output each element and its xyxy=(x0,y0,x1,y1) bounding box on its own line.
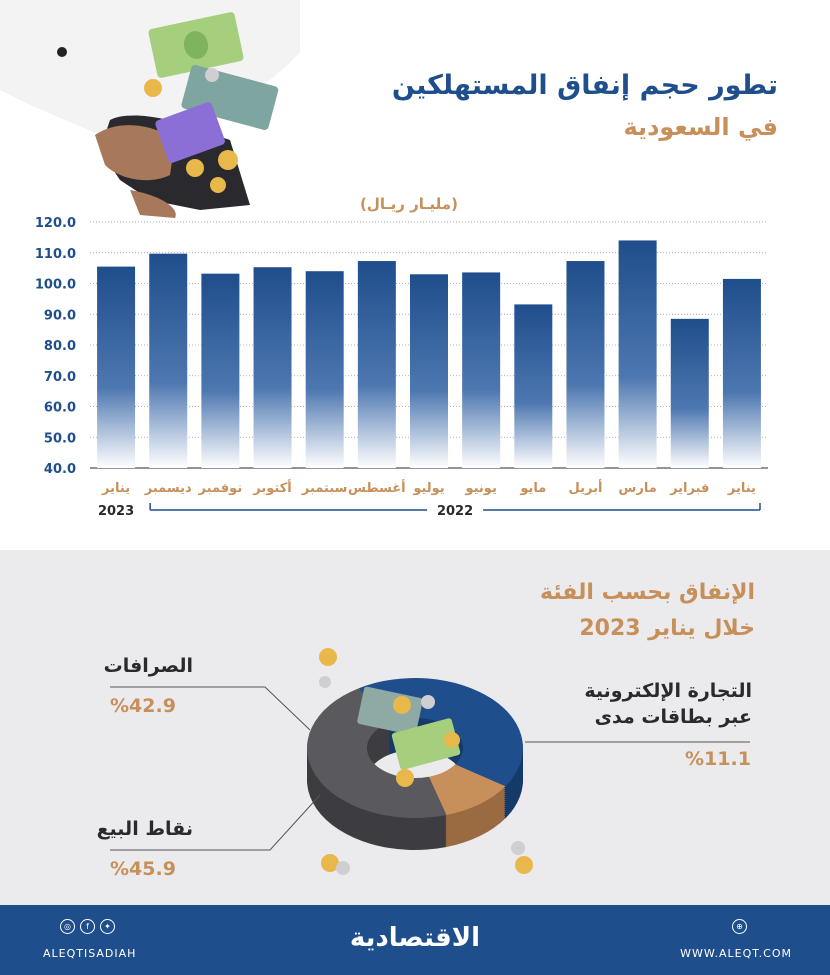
x-tick-label: أغسطس xyxy=(348,481,406,496)
x-tick-label: أكتوبر xyxy=(253,481,292,496)
bar xyxy=(566,261,604,468)
bar xyxy=(254,267,292,468)
twitter-icon[interactable]: ✦ xyxy=(100,919,115,934)
bar xyxy=(306,271,344,468)
y-tick-label: 90.0 xyxy=(43,308,76,324)
bar xyxy=(201,274,239,468)
instagram-icon[interactable]: ◎ xyxy=(60,919,75,934)
bar xyxy=(358,261,396,468)
footer-logo: الاقتصادية xyxy=(349,923,481,953)
coin-illustration xyxy=(319,648,337,666)
atm-label: الصرافات xyxy=(103,655,193,677)
year-label: 2022 xyxy=(436,504,474,519)
pos-label: نقاط البيع xyxy=(96,818,193,840)
bar xyxy=(619,240,657,468)
coin-illustration xyxy=(336,861,350,875)
coin-illustration xyxy=(444,732,460,748)
x-tick-label: سبتمبر xyxy=(301,481,348,496)
coin-illustration xyxy=(515,856,533,874)
x-tick-label: أبريل xyxy=(568,481,603,496)
bar xyxy=(462,272,500,468)
y-tick-label: 60.0 xyxy=(43,400,76,416)
page-subtitle: في السعودية xyxy=(623,113,778,141)
ecom-label-line1: التجارة الإلكترونية xyxy=(584,680,752,702)
x-tick-label: يناير xyxy=(727,481,756,496)
coin-illustration xyxy=(511,841,525,855)
y-tick-label: 70.0 xyxy=(43,369,76,385)
coin-illustration xyxy=(319,676,331,688)
facebook-icon[interactable]: f xyxy=(80,919,95,934)
atm-value: %42.9 xyxy=(110,695,176,717)
x-tick-label: مايو xyxy=(520,481,547,496)
ecom-label-line2: عبر بطاقات مدى xyxy=(594,706,752,728)
bar xyxy=(514,304,552,468)
x-tick-label: مارس xyxy=(618,481,657,496)
coin-illustration xyxy=(421,695,435,709)
year-label: 2023 xyxy=(97,504,135,519)
category-title-line1: الإنفاق بحسب الفئة xyxy=(539,580,755,605)
y-tick-label: 100.0 xyxy=(34,277,76,293)
bar xyxy=(671,319,709,468)
x-tick-label: نوفمبر xyxy=(198,481,243,496)
bar xyxy=(149,254,187,468)
x-tick-label: يناير xyxy=(102,481,131,496)
chart-unit-label: (مليـار ريـال) xyxy=(360,195,458,213)
pos-value: %45.9 xyxy=(110,858,176,880)
y-tick-label: 80.0 xyxy=(43,339,76,354)
y-tick-label: 120.0 xyxy=(34,216,76,231)
footer-handle[interactable]: ALEQTISADIAH xyxy=(43,947,137,960)
x-tick-label: فبراير xyxy=(670,481,710,496)
category-title-line2: خلال يناير 2023 xyxy=(579,616,755,641)
x-tick-label: يوليو xyxy=(413,481,445,496)
ecom-value: %11.1 xyxy=(685,748,751,770)
page-title: تطور حجم إنفاق المستهلكين xyxy=(391,70,778,101)
x-tick-label: يونيو xyxy=(465,481,497,496)
footer xyxy=(0,905,830,975)
y-tick-label: 50.0 xyxy=(43,431,76,447)
bar xyxy=(723,279,761,468)
x-tick-label: ديسمبر xyxy=(144,481,192,496)
bar xyxy=(97,267,135,468)
y-tick-label: 110.0 xyxy=(34,246,76,262)
footer-website[interactable]: WWW.ALEQT.COM xyxy=(680,947,792,960)
bar xyxy=(410,274,448,468)
coin-illustration xyxy=(393,696,411,714)
globe-icon[interactable]: ⊕ xyxy=(732,919,747,934)
y-tick-label: 40.0 xyxy=(43,462,76,477)
coin-illustration xyxy=(396,769,414,787)
